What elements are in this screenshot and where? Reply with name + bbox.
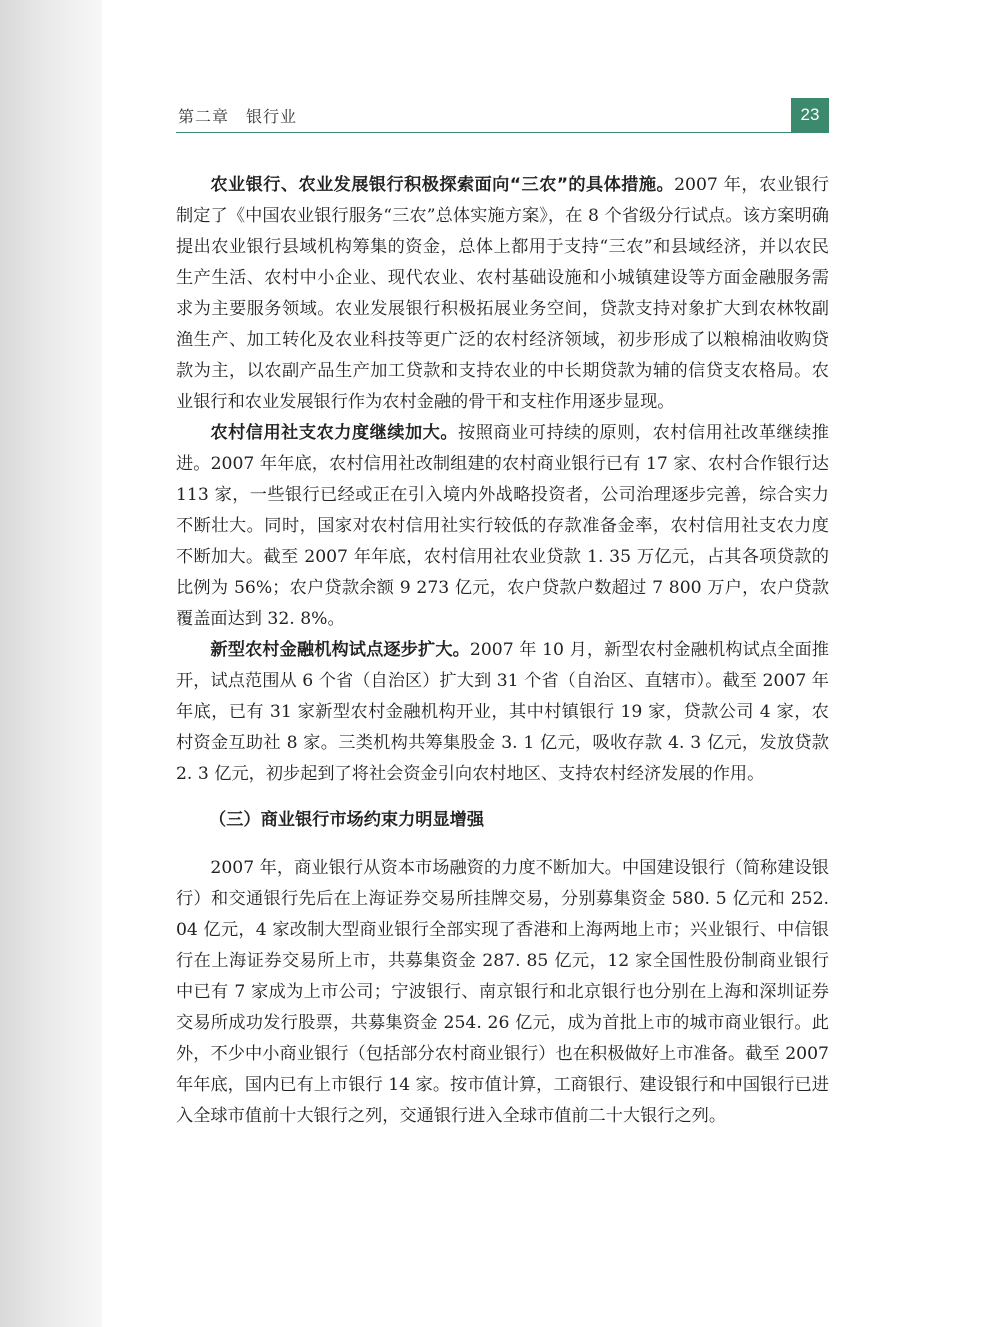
body-text bbox=[176, 170, 829, 1132]
page-binding-shadow bbox=[0, 0, 102, 1327]
paragraph-lead: 农业银行、农业发展银行积极探索面向“三农”的具体措施。 bbox=[210, 175, 675, 195]
paragraph-rural-credit-coops bbox=[176, 418, 829, 635]
paragraph-body: 2007 年 10 月，新型农村金融机构试点全面推开，试点范围从 6 个省（自治区）扩大到 31 个省（自治区、直辖市）。截至 2007 年年底，已有 31 家新型农村金融机构开业，其中村镇银行 19 家，贷款公司 4 家，农村资金互助社 8 家。三类机构共筹集股金 3. 1 亿元，吸收存款 4. 3 亿元，发放贷款 2. 3 亿元，初步起到了将社会资金引向农村地区、支持农村经济发展的作用。 bbox=[176, 640, 829, 784]
chapter-title: 第二章 银行业 bbox=[178, 107, 298, 126]
paragraph-body: 按照商业可持续的原则，农村信用社改革继续推进。2007 年年底，农村信用社改制组建的农村商业银行已有 17 家、农村合作银行达 113 家，一些银行已经或正在引入境内外战略投资者，公司治理逐步完善，综合实力不断壮大。同时，国家对农村信用社实行较低的存款准备金率，农村信用社支农力度不断加大。截至 2007 年年底，农村信用社农业贷款 1. 35 万亿元，占其各项贷款的比例为 56%；农户贷款余额 9 273 亿元，农户贷款户数超过 7 800 万户，农户贷款覆盖面达到 32. 8%。 bbox=[176, 423, 829, 629]
section-heading: （三）商业银行市场约束力明显增强 bbox=[209, 810, 485, 830]
paragraph-lead: 农村信用社支农力度继续加大。 bbox=[210, 423, 459, 443]
paragraph-body: 2007 年，农业银行制定了《中国农业银行服务“三农”总体实施方案》，在 8 个省级分行试点。该方案明确提出农业银行县域机构筹集的资金，总体上都用于支持“三农”和县域经济，并以农民生产生活、农村中小企业、现代农业、农村基础设施和小城镇建设等方面金融服务需求为主要服务领域。农业发展银行积极拓展业务空间，贷款支持对象扩大到农林牧副渔生产、加工转化及农业科技等更广泛的农村经济领域，初步形成了以粮棉油收购贷款为主，以农副产品生产加工贷款和支持农业的中长期贷款为辅的信贷支农格局。农业银行和农业发展银行作为农村金融的骨干和支柱作用逐步显现。 bbox=[176, 175, 829, 412]
paragraph-lead: 新型农村金融机构试点逐步扩大。 bbox=[210, 640, 470, 660]
page-number-badge: 23 bbox=[791, 98, 829, 132]
paragraph-new-rural-institutions bbox=[176, 635, 829, 790]
paragraph-abc-adbc bbox=[176, 170, 829, 418]
running-header bbox=[176, 98, 829, 133]
paragraph-capital-market: 2007 年，商业银行从资本市场融资的力度不断加大。中国建设银行（简称建设银行）和交通银行先后在上海证券交易所挂牌交易，分别募集资金 580. 5 亿元和 252. 04 亿元，4 家改制大型商业银行全部实现了香港和上海两地上市；兴业银行、中信银行在上海证券交易所上市，共募集资金 287. 85 亿元，12 家全国性股份制商业银行中已有 7 家成为上市公司；宁波银行、南京银行和北京银行也分别在上海和深圳证券交易所成功发行股票，共募集资金 254. 26 亿元，成为首批上市的城市商业银行。此外，不少中小商业银行（包括部分农村商业银行）也在积极做好上市准备。截至 2007 年年底，国内已有上市银行 14 家。按市值计算，工商银行、建设银行和中国银行已进入全球市值前十大银行之列，交通银行进入全球市值前二十大银行之列。 bbox=[176, 858, 829, 1126]
